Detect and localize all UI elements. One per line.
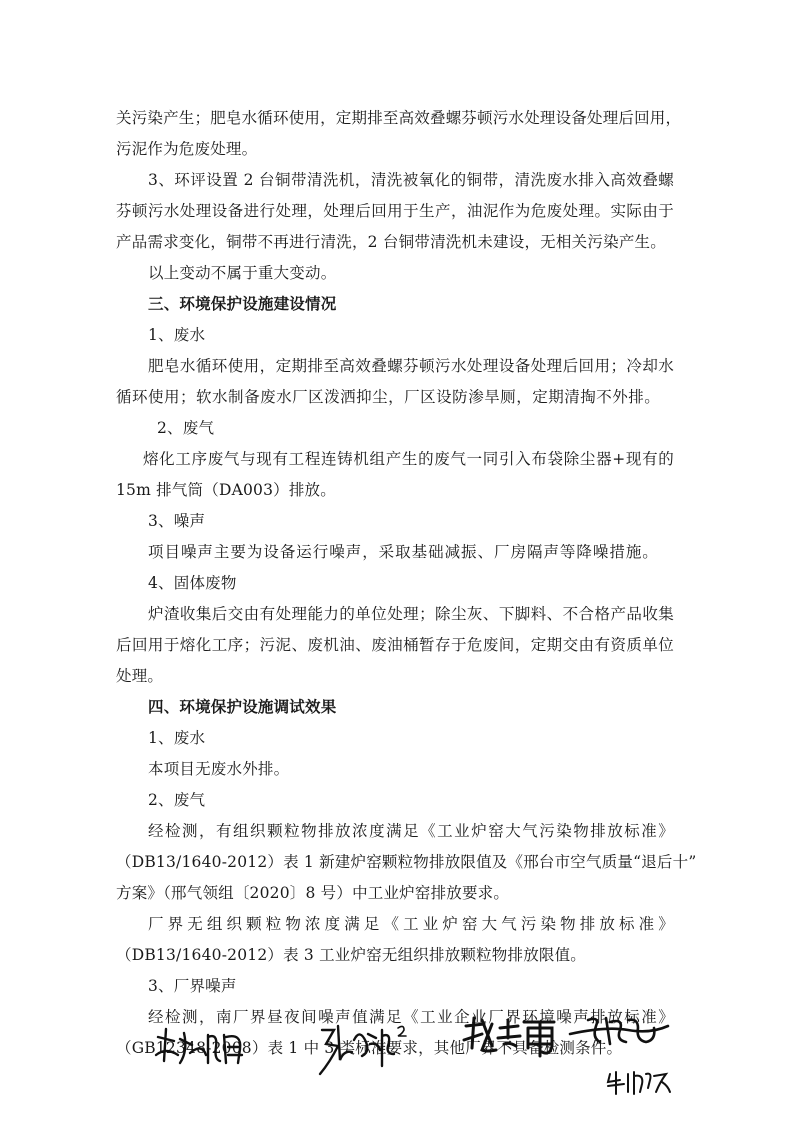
subsection-heading: 2、废气: [148, 791, 206, 809]
text-line: 循环使用；软水制备废水厂区泼洒抑尘，厂区设防渗旱厕，定期清掏不外排。: [116, 388, 660, 406]
text-line: 方案》（邢气领组〔2020〕8 号）中工业炉窑排放要求。: [116, 884, 510, 902]
text-line: 炉渣收集后交由有处理能力的单位处理；除尘灰、下脚料、不合格产品收集: [148, 605, 674, 623]
subsection-heading: 3、厂界噪声: [148, 977, 237, 995]
text-line: 经检测，有组织颗粒物排放浓度满足《工业炉窑大气污染物排放标准》: [148, 822, 674, 840]
section-heading: 四、环境保护设施调试效果: [148, 697, 337, 716]
subsection-heading: 2、废气: [157, 419, 215, 437]
signature-niu-shuaifei: [604, 1068, 674, 1096]
text-line: （GB12348-2008）表 1 中 3 类标准要求，其他厂界不具备检测条件。: [116, 1039, 623, 1057]
text-line: 关污染产生；肥皂水循环使用，定期排至高效叠螺芬顿污水处理设备处理后回用，: [116, 109, 682, 127]
text-line: 芬顿污水处理设备进行处理，处理后回用于生产，油泥作为危废处理。实际由于: [116, 202, 674, 220]
text-line: （DB13/1640-2012）表 1 新建炉窑颗粒物排放限值及《邢台市空气质量“退后十”: [116, 853, 697, 871]
subsection-heading: 1、废水: [148, 729, 206, 747]
text-line: 熔化工序废气与现有工程连铸机组产生的废气一同引入布袋除尘器+现有的: [143, 450, 674, 468]
text-line: 本项目无废水外排。: [148, 760, 290, 778]
text-line: 后回用于熔化工序；污泥、废机油、废油桶暂存于危废间，定期交由有资质单位: [116, 636, 674, 654]
text-line: 经检测，南厂界昼夜间噪声值满足《工业企业厂界环境噪声排放标准》: [148, 1008, 674, 1026]
signature-zhang-shengshuai: [316, 1020, 416, 1082]
section-heading: 三、环境保护设施建设情况: [148, 294, 337, 313]
subsection-heading: 1、废水: [148, 326, 206, 344]
subsection-heading: 4、固体废物: [148, 574, 237, 592]
text-line: 肥皂水循环使用，定期排至高效叠螺芬顿污水处理设备处理后回用；冷却水: [148, 357, 674, 375]
text-line: 处理。: [116, 667, 164, 685]
signature-zhao-zhiyong: [462, 1016, 566, 1060]
signature-li-liming: [150, 1025, 260, 1070]
text-line: 15m 排气筒（DA003）排放。: [116, 481, 336, 499]
text-line: 以上变动不属于重大变动。: [148, 264, 337, 282]
text-line: 3、环评设置 2 台铜带清洗机，清洗被氧化的铜带，清洗废水排入高效叠螺: [148, 171, 674, 189]
text-line: 项目噪声主要为设备运行噪声，采取基础减振、厂房隔声等降噪措施。: [148, 543, 658, 561]
text-line: 厂界无组织颗粒物浓度满足《工业炉窑大气污染物排放标准》: [148, 915, 674, 933]
text-line: （DB13/1640-2012）表 3 工业炉窑无组织排放颗粒物排放限值。: [116, 946, 587, 964]
text-line: 污泥作为危废处理。: [116, 140, 258, 158]
signature-wang-hui: [566, 1012, 676, 1052]
subsection-heading: 3、噪声: [148, 512, 206, 530]
text-line: 产品需求变化，铜带不再进行清洗，2 台铜带清洗机未建设，无相关污染产生。: [116, 233, 666, 251]
